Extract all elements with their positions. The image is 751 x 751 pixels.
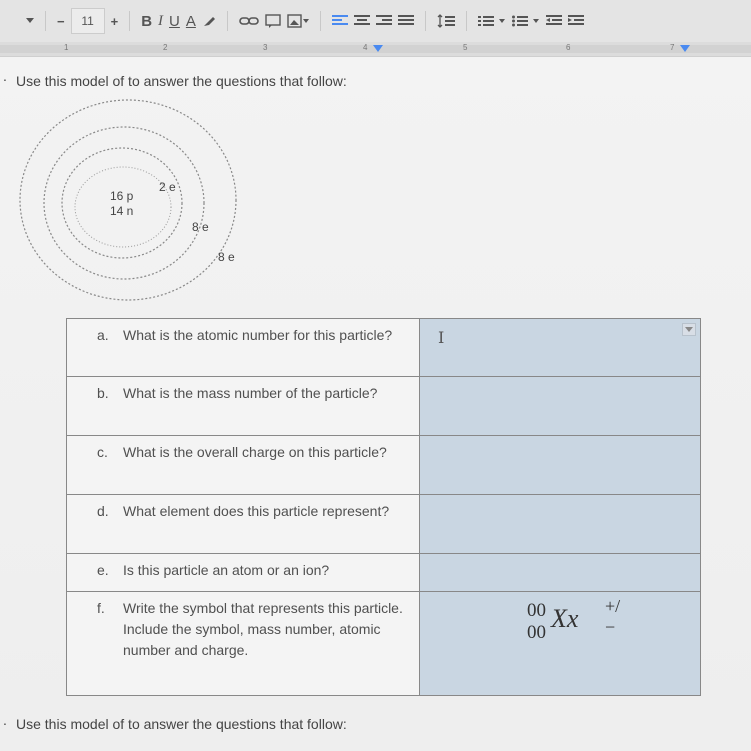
question-cell[interactable] — [67, 495, 420, 554]
question-cell[interactable] — [67, 377, 420, 436]
question-text: What is the atomic number for this particle? — [123, 327, 393, 343]
underline-button[interactable]: U — [169, 12, 180, 30]
question-letter: b. — [97, 385, 109, 401]
question-text: What is the overall charge on this particle? — [123, 444, 387, 460]
question-letter: c. — [97, 444, 108, 460]
answer-cell[interactable] — [420, 554, 701, 592]
ruler-mark: 5 — [463, 43, 468, 52]
nucleus-neutrons-label: 14 n — [110, 204, 134, 218]
question-intro-2: Use this model of to answer the questions that follow: — [16, 716, 347, 732]
toolbar-divider — [425, 11, 426, 31]
atomic-number-placeholder: 00 — [527, 622, 546, 643]
question-intro: Use this model of to answer the questions that follow: — [16, 73, 347, 89]
toolbar-divider — [129, 11, 130, 31]
text-color-button[interactable]: A — [185, 12, 196, 30]
ruler-mark: 4 — [363, 43, 368, 52]
toolbar-divider — [227, 11, 228, 31]
nucleus-protons-label: 16 p — [110, 189, 134, 203]
chevron-down-icon[interactable] — [26, 9, 34, 33]
font-size-field[interactable]: 11 — [71, 8, 105, 34]
ruler-mark: 7 — [670, 43, 675, 52]
ruler-mark: 1 — [64, 43, 69, 52]
table-row — [67, 319, 701, 377]
toolbar-divider — [320, 11, 321, 31]
question-table — [66, 318, 701, 696]
decrease-indent-icon[interactable] — [546, 9, 562, 33]
question-cell[interactable] — [67, 554, 420, 592]
question-cell[interactable] — [67, 592, 420, 696]
charge-placeholder: +/− — [605, 596, 621, 637]
question-letter: e. — [97, 562, 109, 578]
question-letter: a. — [97, 327, 109, 343]
align-center-icon[interactable] — [354, 9, 370, 33]
answer-cell[interactable] — [420, 377, 701, 436]
question-text: Is this particle an atom or an ion? — [123, 562, 330, 578]
mass-number-placeholder: 00 — [527, 600, 546, 621]
question-cell[interactable] — [67, 319, 420, 377]
electron-shell-middle — [44, 127, 204, 279]
comment-icon[interactable] — [265, 9, 281, 33]
list-bullet: . — [3, 712, 7, 728]
table-row — [67, 495, 701, 554]
question-text: Write the symbol that represents this particle. Include the symbol, mass number, atomic number and charge. — [123, 600, 403, 658]
answer-cell[interactable] — [420, 592, 701, 696]
text-cursor-icon: I — [438, 328, 445, 347]
toolbar-divider — [466, 11, 467, 31]
align-right-icon[interactable] — [376, 9, 392, 33]
left-indent-marker[interactable] — [373, 45, 383, 52]
bulleted-list-icon[interactable] — [512, 9, 540, 33]
formatting-toolbar — [0, 0, 751, 42]
highlight-pen-icon[interactable] — [202, 9, 216, 33]
table-row — [67, 554, 701, 592]
numbered-list-icon[interactable] — [478, 9, 506, 33]
electron-shell-inner — [62, 148, 182, 258]
list-bullet: . — [3, 68, 7, 84]
shell-2-electrons-label: 8 e — [192, 220, 209, 234]
question-letter: d. — [97, 503, 109, 519]
question-text: What is the mass number of the particle? — [123, 385, 378, 401]
increase-font-size-button[interactable]: + — [110, 13, 119, 29]
ruler[interactable] — [0, 42, 751, 57]
align-left-icon[interactable] — [332, 9, 348, 33]
question-text: What element does this particle represent? — [123, 503, 390, 519]
question-letter: f. — [97, 600, 105, 616]
right-indent-marker[interactable] — [680, 45, 690, 52]
insert-image-icon[interactable] — [287, 9, 309, 33]
question-cell[interactable] — [67, 436, 420, 495]
shell-1-electrons-label: 2 e — [159, 180, 176, 194]
table-row — [67, 377, 701, 436]
element-symbol-placeholder: Xx — [551, 604, 579, 633]
shell-3-electrons-label: 8 e — [218, 250, 235, 264]
table-row — [67, 592, 701, 696]
bold-button[interactable]: B — [141, 12, 153, 30]
italic-button[interactable]: I — [158, 12, 164, 29]
atom-model-diagram — [6, 95, 256, 315]
answer-cell[interactable] — [420, 436, 701, 495]
answer-cell[interactable] — [420, 319, 701, 377]
increase-indent-icon[interactable] — [568, 9, 584, 33]
ruler-mark: 2 — [163, 43, 168, 52]
ruler-mark: 3 — [263, 43, 268, 52]
toolbar-divider — [45, 11, 46, 31]
answer-cell[interactable] — [420, 495, 701, 554]
decrease-font-size-button[interactable]: − — [57, 13, 65, 29]
cell-menu-dropdown-icon[interactable] — [682, 323, 696, 336]
align-justify-icon[interactable] — [398, 9, 414, 33]
table-row — [67, 436, 701, 495]
ruler-mark: 6 — [566, 43, 571, 52]
line-spacing-icon[interactable] — [437, 9, 455, 33]
link-icon[interactable] — [239, 9, 259, 33]
